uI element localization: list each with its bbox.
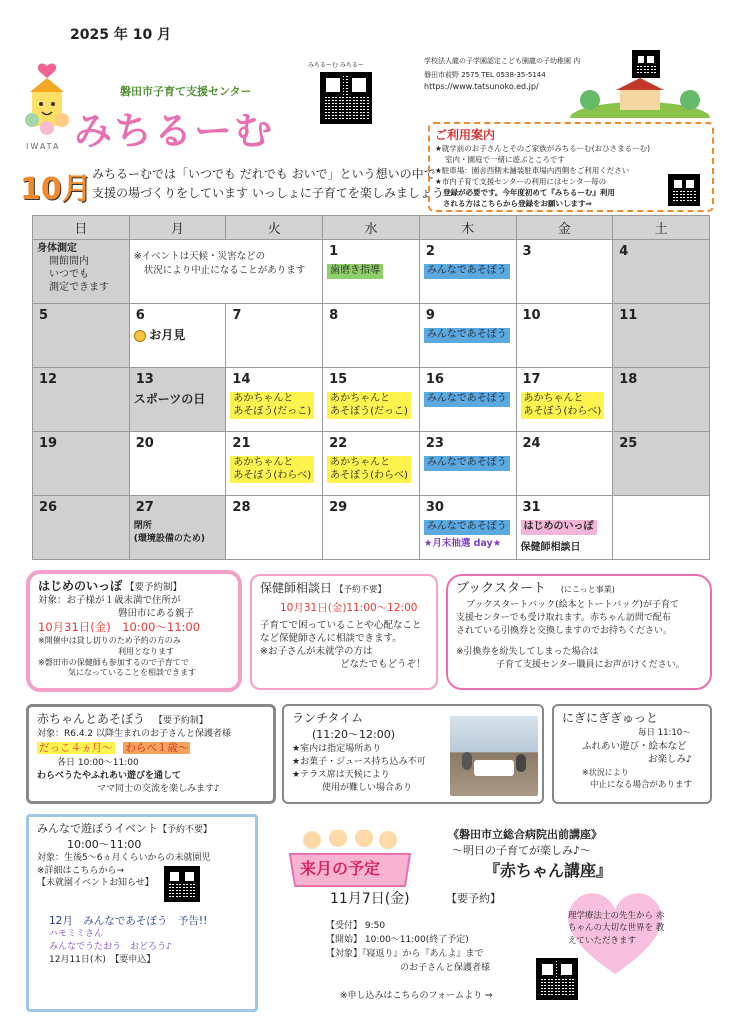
event-tag xyxy=(230,456,314,483)
event-tag-line1: あかちゃんと xyxy=(330,457,391,468)
aka-badge-warabe: わらべ１歳～ xyxy=(125,742,189,755)
calendar-cell xyxy=(419,432,516,496)
hoken-line3: ※お子さんが未就学の方は xyxy=(260,646,373,658)
iwata-label: IWATA xyxy=(26,142,61,151)
calendar-cell xyxy=(33,432,130,496)
info-line6: される方はこちらから登録をお願いします⇒ xyxy=(443,198,592,208)
school-line2: 磐田市前野 2575 TEL 0538-35-5144 xyxy=(424,71,546,79)
aka-line4: ママ同士の交流を楽しみます♪ xyxy=(97,783,220,794)
day-number: 4 xyxy=(619,244,629,259)
event-tag: みんなであそぼう xyxy=(424,456,510,471)
weekday-tue: 火 xyxy=(226,216,323,240)
hoken-line1: 子育てで困っていることや心配なこと xyxy=(260,619,422,631)
calendar-cell xyxy=(129,496,226,560)
weekday-sun: 日 xyxy=(33,216,130,240)
nigi-line2: ふれあい遊び・絵本など xyxy=(582,740,687,752)
calendar-cell xyxy=(516,368,613,432)
calendar-cell xyxy=(323,240,420,304)
next-form: ※申し込みはこちらのフォームより ⇒ xyxy=(340,991,493,1001)
center-name: 磐田市子育て支援センター xyxy=(120,85,252,98)
info-title: ご利用案内 xyxy=(435,128,496,142)
day-number: 9 xyxy=(425,308,435,323)
body-measure-2: 開館間内 xyxy=(49,256,89,267)
calendar-cell xyxy=(419,368,516,432)
event-tag: 歯磨き指導 xyxy=(327,264,383,279)
school-line1: 学校法人龍の子学園認定こども園龍の子幼稚園 内 xyxy=(424,57,581,65)
calendar-cell xyxy=(33,496,130,560)
book-tag: (にこっと事業) xyxy=(560,585,615,594)
hoken-line4: どなたでもどうぞ！ xyxy=(340,659,426,671)
calendar-cell xyxy=(33,368,130,432)
hoken-box xyxy=(250,574,438,690)
hoken-line2: など保健師さんに相談できます。 xyxy=(260,632,402,644)
calendar-cell xyxy=(516,240,613,304)
minna-preview-line1: ハモミミさん xyxy=(49,929,104,940)
heart-text: 理学療法士の先生から 赤ちゃんの大切な世界を 教えていただきます xyxy=(568,911,665,946)
event-tag-line2: あそぼう(だっこ) xyxy=(233,405,312,417)
logo-icon xyxy=(22,62,72,140)
calendar-cell xyxy=(323,304,420,368)
next-heading1: 《磐田市立総合病院出前講座》 xyxy=(448,828,602,841)
event-tag-line1: あかちゃんと xyxy=(233,393,294,404)
minna-preview-line2: みんなでうたおう おどろう♪ xyxy=(49,942,172,953)
calendar-cell xyxy=(613,368,710,432)
calendar-cell xyxy=(226,368,323,432)
calendar-cell xyxy=(226,496,323,560)
event-tag-line1: あかちゃんと xyxy=(523,393,584,404)
calendar-cell xyxy=(516,496,613,560)
minna-title: みんなで遊ぼうイベント xyxy=(37,822,158,835)
next-month-badge: 来月の予定 xyxy=(300,859,381,878)
event-tag-line2: あそぼう(だっこ) xyxy=(330,405,408,417)
day-number: 27 xyxy=(135,500,154,515)
calendar-cell xyxy=(33,240,130,304)
hoken-tag: 【予約不要】 xyxy=(335,585,387,595)
calendar-cell xyxy=(226,304,323,368)
day-number: 12 xyxy=(39,372,58,387)
book-line5: 子育て支援センター職員にお声がけください。 xyxy=(496,660,685,671)
calendar-cell xyxy=(129,432,226,496)
body-measure: 身体測定 xyxy=(37,243,77,254)
aka-title: 赤ちゃんとあそぼう xyxy=(37,712,146,726)
calendar-cell xyxy=(613,496,710,560)
book-line2: 支援センターでも受け取れます。赤ちゃん訪問で配布 xyxy=(456,612,671,623)
event-tag-line1: あかちゃんと xyxy=(330,393,391,404)
lunch-photo xyxy=(450,716,538,796)
calendar xyxy=(32,215,710,560)
hajime-note2: 利用となります xyxy=(118,646,174,656)
aka-badge-dakko: だっこ４ヵ月～ xyxy=(39,742,113,755)
lottery-day: ★月末抽選 day★ xyxy=(423,537,502,549)
minna-line3: 【未就園イベントお知らせ】 xyxy=(37,878,154,889)
calendar-cell xyxy=(33,304,130,368)
event-tag: みんなであそぼう xyxy=(424,520,510,535)
day-number: 28 xyxy=(232,500,251,515)
day-number: 8 xyxy=(329,308,339,323)
aka-tag: 【要予約制】 xyxy=(153,716,208,726)
aka-line2: 各日 10:00～11:00 xyxy=(57,757,139,768)
body-measure-3: いつでも xyxy=(49,269,89,280)
hajime-line1: 対象：お子様が１歳未満で住所が xyxy=(38,594,181,606)
closed-reason: (環境設備のため) xyxy=(133,534,205,544)
lunch-line1: ★室内は指定場所あり xyxy=(292,744,382,755)
bookstart-box xyxy=(446,574,712,690)
event-tag-line2: あそぼう(わらべ) xyxy=(523,405,602,417)
lunch-time: (11:20～12:00) xyxy=(312,728,395,742)
minna-preview-title: 12月 みんなであそぼう 予告!! xyxy=(49,914,208,927)
hajime-box xyxy=(26,570,242,692)
lunch-line4: 使用が難しい場合あり xyxy=(322,783,413,794)
closed-text: 閉所 xyxy=(133,521,152,531)
header-date: 2025 年 10 月 xyxy=(70,27,172,43)
event-tag xyxy=(230,392,314,419)
nigi-line5: 中止になる場合があります xyxy=(590,779,693,790)
day-number: 29 xyxy=(329,500,348,515)
day-number: 18 xyxy=(619,372,638,387)
event-note: ※イベントは天候・災害などの xyxy=(133,251,266,262)
book-line3: されている引換券と交換しますのでお持ちください。 xyxy=(456,625,673,636)
event-tag-line2: あそぼう(わらべ) xyxy=(233,469,312,481)
hajime-title: はじめのいっぽ xyxy=(38,579,123,593)
aka-line3: わらべうたやふれあい遊びを通して xyxy=(37,770,182,781)
hajime-tag: 【要予約制】 xyxy=(125,582,183,593)
info-line4: ★市内子育て支援センターの利用にはセンター毎の xyxy=(435,177,607,187)
day-number: 16 xyxy=(425,372,444,387)
day-number: 5 xyxy=(39,308,49,323)
weekday-sat: 土 xyxy=(613,216,710,240)
calendar-cell xyxy=(129,304,226,368)
event-tag: はじめのいっぽ xyxy=(521,520,597,535)
hajime-date: 10月31日(金) 10:00～11:00 xyxy=(38,620,201,635)
calendar-cell xyxy=(613,432,710,496)
qr-code-register[interactable] xyxy=(668,174,700,206)
next-target2: のお子さんと保護者様 xyxy=(400,963,491,973)
weekday-mon: 月 xyxy=(129,216,226,240)
calendar-cell xyxy=(226,432,323,496)
next-start: 【開始】 10:00～11:00(終了予定) xyxy=(326,935,469,945)
calendar-cell xyxy=(419,304,516,368)
hajime-note3: ※磐田市の保健師も参加するので子育てで xyxy=(38,657,189,667)
body-measure-4: 測定できます xyxy=(49,282,109,293)
info-line1: ★就学前のお子さんとそのご家族がみちるーむ(おひさまるーむ) xyxy=(435,144,651,154)
weekday-fri: 金 xyxy=(516,216,613,240)
event-tag-line1: あかちゃんと xyxy=(233,457,294,468)
aka-line1: 対象：R6.4.2 以降生まれのお子さんと保護者様 xyxy=(37,729,232,740)
next-heading2: ～明日の子育てが楽しみ♪～ xyxy=(452,844,592,857)
day-number: 25 xyxy=(619,436,638,451)
day-number: 11 xyxy=(619,308,638,323)
info-line3: ★駐車場：園舎西側未舗装駐車場内西側をご利用ください xyxy=(435,166,630,176)
day-number: 20 xyxy=(135,436,154,451)
logo-title: みちるーむ xyxy=(74,109,275,153)
minna-line2: ※詳細はこちらから→ xyxy=(37,865,125,876)
calendar-note-cell xyxy=(129,240,322,304)
next-tag: 【要予約】 xyxy=(446,892,501,905)
minna-time: 10:00～11:00 xyxy=(67,837,142,851)
calendar-cell xyxy=(419,496,516,560)
nigi-line3: お楽しみ♪ xyxy=(648,754,693,766)
hajime-line2: 磐田市にある親子 xyxy=(118,607,195,619)
lunch-line3: ★テラス席は天候により xyxy=(292,770,390,781)
next-target: 【対象】『寝返り』から『あんよ』まで xyxy=(326,949,484,959)
event-tag xyxy=(521,392,605,419)
book-line4: ※引換券を紛失してしまった場合は xyxy=(456,646,599,657)
event-tag-line2: あそぼう(わらべ) xyxy=(330,469,408,481)
day-number: 31 xyxy=(522,500,541,515)
next-reception: 【受付】 9:50 xyxy=(326,921,386,931)
day-number: 14 xyxy=(232,372,251,387)
event-tag: みんなであそぼう xyxy=(424,264,510,279)
event-text: 保健師相談日 xyxy=(520,541,581,553)
day-number: 26 xyxy=(39,500,58,515)
month-label: 10月 xyxy=(20,172,92,207)
weekday-thu: 木 xyxy=(419,216,516,240)
day-number: 17 xyxy=(522,372,541,387)
lunch-title: ランチタイム xyxy=(292,711,364,725)
day-number: 6 xyxy=(135,308,145,323)
calendar-cell xyxy=(323,496,420,560)
event-text: スポーツの日 xyxy=(133,392,206,406)
intro-line1: みちるーむでは「いつでも だれでも おいで」という想いの中で xyxy=(92,167,436,181)
nigi-title: にぎにぎぎゅっと xyxy=(562,711,659,725)
day-number: 10 xyxy=(522,308,541,323)
hoken-title: 保健師相談日 xyxy=(260,581,333,595)
moon-icon xyxy=(134,330,146,342)
event-note-2: 状況により中止になることがあります xyxy=(143,265,306,276)
event-tag: みんなであそぼう xyxy=(424,328,510,343)
intro-line2: 支援の場づくりをしています いっしょに子育てを楽しみましょう xyxy=(92,186,444,200)
calendar-cell xyxy=(323,368,420,432)
minna-preview-line3: 12月11日(木) 【要申込】 xyxy=(49,954,156,965)
event-text: お月見 xyxy=(149,328,186,342)
next-heading3: 『赤ちゃん講座』 xyxy=(484,861,613,880)
lunch-line2: ★お菓子・ジュース持ち込み不可 xyxy=(292,757,426,768)
next-date: 11月7日(金) xyxy=(330,891,410,907)
event-tag xyxy=(327,456,411,483)
akachan-box xyxy=(26,704,276,804)
day-number: 7 xyxy=(232,308,242,323)
calendar-cell xyxy=(516,304,613,368)
book-line1: ブックスタートバック(絵本とトートバッグ)が子育て xyxy=(466,599,679,610)
day-number: 15 xyxy=(329,372,348,387)
school-url[interactable]: https://www.tatsunoko.ed.jp/ xyxy=(424,82,539,91)
day-number: 30 xyxy=(425,500,444,515)
info-line2: 室内・園庭で一緒に遊ぶところです xyxy=(445,155,565,165)
book-title: ブックスタート xyxy=(456,581,546,596)
minna-line1: 対象：生後5～6ヵ月くらいからの未就園児 xyxy=(37,852,211,863)
calendar-cell xyxy=(419,240,516,304)
day-number: 24 xyxy=(522,436,541,451)
event-tag: みんなであそぼう xyxy=(424,392,510,407)
calendar-cell xyxy=(613,240,710,304)
school-illustration-icon xyxy=(570,78,710,118)
minna-tag: 【予約不要】 xyxy=(158,825,213,835)
calendar-cell xyxy=(613,304,710,368)
calendar-cell xyxy=(323,432,420,496)
hoken-date: 10月31日(金)11:00～12:00 xyxy=(280,601,418,614)
info-line5: 登録が必要です。今年度初めて『みちるーむ』利用 xyxy=(443,187,615,197)
day-number: 22 xyxy=(329,436,348,451)
day-number: 13 xyxy=(135,372,154,387)
minna-box xyxy=(26,814,258,1012)
day-number: 23 xyxy=(425,436,444,451)
weekday-wed: 水 xyxy=(323,216,420,240)
day-number: 2 xyxy=(425,244,435,259)
day-number: 21 xyxy=(232,436,251,451)
qr-caption: みちるーむ みちるー xyxy=(308,62,364,69)
qr-code-minna[interactable] xyxy=(164,866,200,902)
day-number: 1 xyxy=(329,244,339,259)
calendar-cell xyxy=(516,432,613,496)
calendar-cell xyxy=(129,368,226,432)
day-number: 19 xyxy=(39,436,58,451)
event-tag xyxy=(327,392,411,419)
qr-code-main[interactable] xyxy=(320,72,372,124)
hajime-note4: 気になっていることを相談できます xyxy=(68,668,196,678)
qr-code-school[interactable] xyxy=(632,50,660,78)
nigi-line4: ※状況により xyxy=(582,768,629,778)
nigi-line1: 毎日 11:10～ xyxy=(638,728,691,739)
day-number: 3 xyxy=(522,244,532,259)
hajime-note1: ※開催中は貸し切りのため予約の方のみ xyxy=(38,635,181,645)
niginigi-box xyxy=(552,704,712,804)
